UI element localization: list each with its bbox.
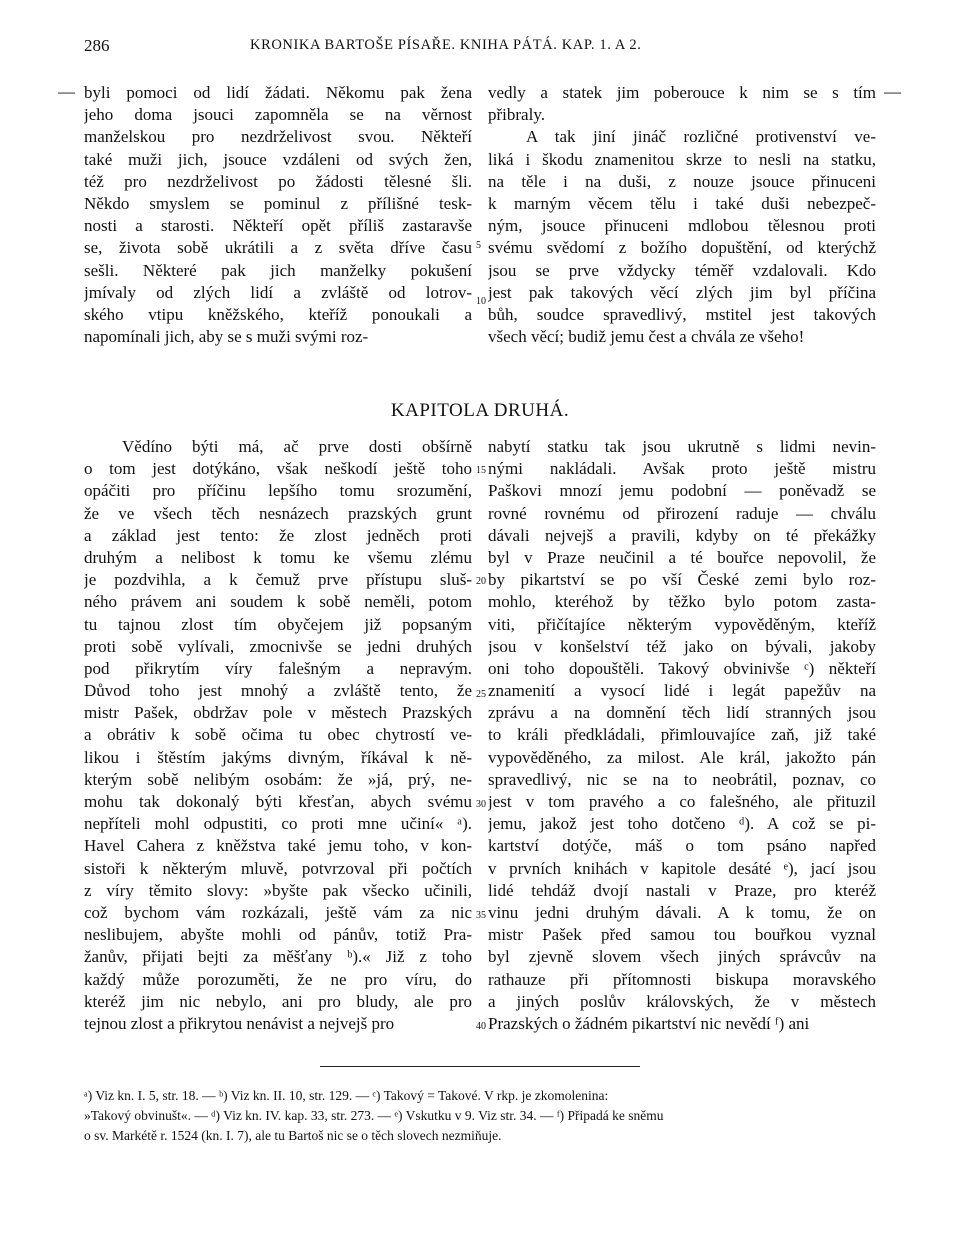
text-line: Paškovi mnozí jemu podobní — poněvadž se [488,481,876,501]
text-line: rovné rovnému od přirození raduje — chválu [488,503,876,523]
text-line: jeho doma jsouci zapomněla se na věrnost [84,105,472,125]
text-line: kterým sobě nelibým osobám: že »já, prý, ne- [84,769,472,789]
text-line: sešli. Některé pak jich manželky pokušení [84,260,472,280]
text-line: nepříteli mohl odpustiti, co proti mne učiní« ᵃ). [84,814,472,834]
text-line: též pro nezdrželivost po žádosti tělesné šli. [84,171,472,191]
chapter-heading: KAPITOLA DRUHÁ. [390,400,570,421]
text-line: každý může porozuměti, že ne pro víru, do [84,969,472,989]
text-line: jsou v konšelství též jako on bývali, jakoby [488,636,876,656]
text-line: opáčiti pro příčinu lepšího tomu srozumění, [84,481,472,501]
text-line: Vědíno býti má, ač prve dosti obšírně [122,437,472,456]
text-line: sistoři k některým mluvě, potvrzoval při počtích [84,858,472,878]
text-line: k marným věcem tělu i také duši nebezpeč- [488,193,876,213]
text-line: z víry těmito slovy: »byšte pak všecko učinili, [84,880,472,900]
text-line: rathauze při přítomnosti biskupa moravského [488,969,876,989]
text-line: což bychom vám rozkázali, ještě vám za nic [84,902,472,922]
line-number-40: 40 [476,1021,486,1032]
text-line: A tak jiní jináč rozličné protivenství ve- [526,127,876,147]
text-line: jest v tom pravého a co falešného, ale přituzil [488,792,876,811]
text-line: jmívaly od zlých lidí a zvláště od lotrov- [84,282,472,302]
text-line: spravedlivý, nic se na to neobrátil, poznav, co [488,769,876,789]
text-line: druhým a nelibost k tomu ke všemu zlému [84,547,472,567]
text-line: vinu jedni druhým dávali. A k tomu, že on [488,902,876,922]
running-title: KRONIKA BARTOŠE PÍSAŘE. KNIHA PÁTÁ. KAP. 1. A 2. [250,37,642,53]
text-line: že ve všech těch nesnázech prazských grunt [84,503,472,523]
left-margin-dash: — [58,82,75,101]
footnote-line: o sv. Markétě r. 1524 (kn. I. 7), ale tu Bartoš nic se o těch slovech nezmiňuje. [84,1128,502,1143]
footnote-line: ᵃ) Viz kn. I. 5, str. 18. — ᵇ) Viz kn. II. 10, str. 129. — ᶜ) Takový = Takové. V rkp. je zkomolenina: [84,1088,609,1103]
text-line: mistr Pašek, obdržav pole v městech Prazských [84,703,472,723]
text-line: ského vtipu kněžského, kteříž ponoukali a [84,304,472,324]
text-line: byl v Praze neučinil a té bouřce nepovolil, že [488,547,876,567]
text-line: nými nakládali. Avšak proto ještě mistru [488,459,876,479]
text-line: kartství dotýče, máš o tom psáno napřed [488,836,876,856]
text-line: tejnou zlost a přikrytou nenávist a nejvejš pro [84,1013,395,1033]
line-number-20: 20 [476,576,486,587]
right-column-top [488,82,876,348]
text-line: bůh, soudce spravedlivý, mstitel jest takových [488,304,876,324]
line-number-25: 25 [476,689,486,700]
text-line: oni toho dopouštěli. Takový obvinivše ᶜ) někteří [488,658,876,678]
text-line: zprávu a na domnění těch lidí stranných jsou [488,703,876,723]
footnote-divider [320,1066,640,1067]
text-line: liká i škodu znamenitou skrze to nesli na statku, [488,149,876,169]
text-line: a jiných poslův královských, že v městech [488,991,876,1011]
text-line: znamenití a vysocí lidé i legát papežův na [488,681,876,701]
line-number-30: 30 [476,799,486,810]
text-line: nosti a starosti. Někteří opět příliš zastaravše [84,216,472,236]
text-line: a obrátiv k sobě očima tu obec chytrostí ve- [84,725,472,745]
page-header [84,36,874,58]
text-line: mohlo, kteréhož by těžko bylo potom zasta- [488,592,876,612]
footnotes [84,1086,876,1146]
line-number-35: 35 [476,910,486,921]
text-line: mohu tak dokonalý býti křesťan, abych svému [84,792,472,811]
text-line: jemu, jakož jest toho dotčeno ᵈ). A což se pi- [488,814,876,834]
page-number: 286 [84,36,110,55]
text-line: vypověděného, za milost. Ale král, jakožto pán [488,747,876,767]
text-line: je pozdvihla, a k čemuž prve přístupu sluš- [84,570,472,590]
text-line: Důvod toho jest mnohý a zvláště tento, že [84,681,472,701]
right-column-main [488,436,876,1035]
left-column-top [84,82,472,348]
text-line: byli pomoci od lidí žádati. Někomu pak žena [84,83,472,102]
text-line: pod přikrytím víry falešným a nepravým. [84,658,472,678]
text-line: přibraly. [488,105,545,125]
text-line: v prvních knihách v kapitole desáté ᵉ), jací jsou [488,858,876,878]
text-line: Prazských o žádném pikartství nic nevědí ᶠ) ani [488,1013,810,1033]
text-line: viti, přičítajíce některým vypověděným, kteříž [488,614,876,634]
line-number-10: 10 [476,296,486,307]
text-line: byl zjevně slovem všech jiných správcův na [488,947,876,967]
text-line: neslibujem, abyšte mohli od pánův, totiž Pra- [84,925,472,945]
text-line: napomínali jich, aby se s muži svými roz- [84,327,369,347]
text-line: na těle i na duši, z nouze jsouce přinuceni [488,171,876,191]
line-number-5: 5 [476,240,481,251]
text-line: Havel Cahera z kněžstva také jemu toho, v kon- [84,836,472,856]
text-line: dávali nejvejš a pravili, kdyby on té překážky [488,525,876,545]
text-line: by pikartství se po vší České zemi bylo roz- [488,570,876,590]
text-line: všech věcí; budiž jemu čest a chvála ze všeho! [488,327,805,347]
text-line: manželskou pro nezdrželivost svou. Někteří [84,127,472,147]
line-number-15: 15 [476,465,486,476]
text-line: lidé tehdáž dvojí nastali v Praze, pro kteréž [488,880,876,900]
text-line: kteréž jim nic nebylo, ani pro bludy, ale pro [84,991,472,1011]
text-line: proti sobě vylívali, zmocnivše se jedni druhých [84,636,472,656]
text-line: to králi předkládali, přimlouvajíce zaň, již také [488,725,876,745]
text-line: tu tajnou zlost tím obyčejem již popsaným [84,614,472,634]
text-line: Někdo smyslem se pominul z přílišné tesk- [84,193,472,213]
footnote-line: »Takový obvinušt«. — ᵈ) Viz kn. IV. kap. 33, str. 273. — ᵉ) Vskutku v 9. Viz str. 34. — ᶠ) Připadá ke sněmu [84,1108,664,1123]
text-line: jsou se prve vždycky téměř vzdalovali. Kdo [488,260,876,280]
text-line: o tom jest dotýkáno, však neškodí ještě toho [84,459,472,479]
text-line: svému svědomí z božího dopuštění, od kterýchž [488,238,876,258]
text-line: ným, jsouce přinuceni mdlobou tělesnou proti [488,216,876,236]
text-line: také muži jich, jsouce vzdáleni od svých žen, [84,149,472,169]
right-margin-dash: — [884,82,901,101]
text-line: se, života sobě ukrátili a z světa dříve času [84,238,472,258]
text-line: jest pak takových věcí zlých jim byl příčina [488,282,876,302]
text-line: likou i štěstím jakýms divným, říkával k ně- [84,747,472,767]
text-line: nabytí statku tak jsou ukrutně s lidmi nevin- [488,437,876,456]
text-line: a základ jest tento: že zlost jedněch proti [84,525,472,545]
left-column-main [84,436,472,1035]
text-line: vedly a statek jim poberouce k nim se s tím [488,83,876,102]
text-line: ného právem ani soudem k sobě neměli, potom [84,592,472,612]
text-line: žanův, přijati bejti za měšťany ᵇ).« Již z toho [84,947,472,967]
text-line: mistr Pašek před samou tou bouřkou vyznal [488,925,876,945]
